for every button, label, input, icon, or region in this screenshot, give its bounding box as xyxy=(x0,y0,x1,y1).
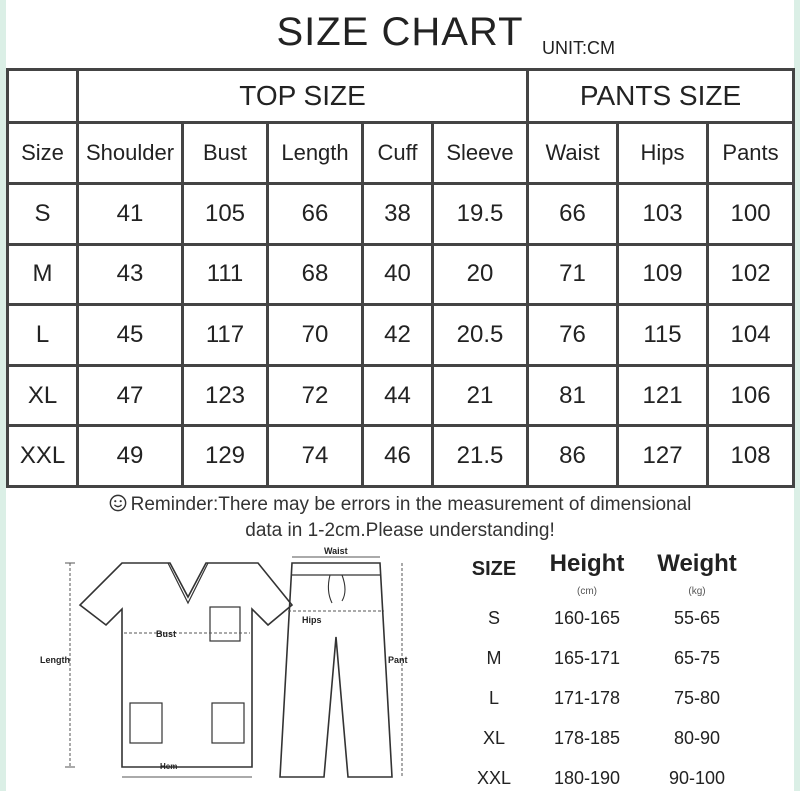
table-row xyxy=(460,680,760,720)
top-size-section: TOP SIZE xyxy=(78,70,528,123)
hem-label: Hem xyxy=(160,762,178,771)
ref-height: 180-190 xyxy=(553,768,621,788)
header-cell: Cuff xyxy=(363,123,433,184)
ref-weight: 80-90 xyxy=(673,728,721,748)
table-cell: XXL xyxy=(8,426,78,487)
table-cell: 86 xyxy=(528,426,618,487)
pants-drawstring xyxy=(328,575,345,603)
ref-header-size: SIZE xyxy=(471,558,517,580)
ref-weight: 55-65 xyxy=(673,608,721,628)
table-cell: 44 xyxy=(363,365,433,426)
table-cell: 102 xyxy=(708,244,794,305)
ref-height: 178-185 xyxy=(553,728,621,748)
table-row xyxy=(8,184,794,245)
shirt-outline xyxy=(80,563,292,767)
table-cell: 38 xyxy=(363,184,433,245)
reminder-text xyxy=(0,492,800,544)
table-cell: 104 xyxy=(708,305,794,366)
table-cell: 20 xyxy=(433,244,528,305)
table-cell: 70 xyxy=(268,305,363,366)
length-label: Length xyxy=(40,655,70,665)
table-row xyxy=(8,426,794,487)
ref-unit-row xyxy=(460,586,760,600)
hips-label: Hips xyxy=(302,615,322,625)
table-row xyxy=(460,640,760,680)
pants-outline xyxy=(280,563,392,777)
table-cell: 21 xyxy=(433,365,528,426)
table-cell: 115 xyxy=(618,305,708,366)
table-row xyxy=(460,720,760,760)
table-cell: 40 xyxy=(363,244,433,305)
header-cell: Shoulder xyxy=(78,123,183,184)
table-cell: 117 xyxy=(183,305,268,366)
header-cell: Bust xyxy=(183,123,268,184)
table-cell: 111 xyxy=(183,244,268,305)
smiley-icon xyxy=(109,494,127,512)
left-hem-pocket xyxy=(130,703,162,743)
table-cell: 21.5 xyxy=(433,426,528,487)
table-cell: 43 xyxy=(78,244,183,305)
table-cell: 123 xyxy=(183,365,268,426)
table-row xyxy=(8,305,794,366)
bust-label: Bust xyxy=(156,629,176,639)
table-row xyxy=(8,244,794,305)
table-cell: 100 xyxy=(708,184,794,245)
ref-size: M xyxy=(486,648,502,668)
height-unit: (cm) xyxy=(577,586,597,597)
garment-diagram xyxy=(30,545,430,785)
height-weight-table xyxy=(460,550,760,800)
table-row xyxy=(8,365,794,426)
table-cell: 41 xyxy=(78,184,183,245)
table-cell: 20.5 xyxy=(433,305,528,366)
table-cell: 68 xyxy=(268,244,363,305)
reminder-line-1: Reminder:There may be errors in the measurement of dimensional xyxy=(130,494,692,515)
table-header-row xyxy=(8,123,794,184)
table-cell: 46 xyxy=(363,426,433,487)
ref-header-height: Height xyxy=(549,550,625,577)
table-cell: 106 xyxy=(708,365,794,426)
table-cell: 19.5 xyxy=(433,184,528,245)
header-cell: Pants xyxy=(708,123,794,184)
pants-size-section: PANTS SIZE xyxy=(528,70,794,123)
table-cell: 72 xyxy=(268,365,363,426)
unit-label: UNIT:CM xyxy=(542,38,615,58)
table-cell: 103 xyxy=(618,184,708,245)
table-cell: 127 xyxy=(618,426,708,487)
header-cell: Hips xyxy=(618,123,708,184)
table-cell: XL xyxy=(8,365,78,426)
table-cell: 71 xyxy=(528,244,618,305)
table-cell: 76 xyxy=(528,305,618,366)
reminder-line-2: data in 1-2cm.Please understanding! xyxy=(245,520,555,541)
waist-label: Waist xyxy=(324,546,348,556)
table-cell: 121 xyxy=(618,365,708,426)
ref-weight: 75-80 xyxy=(673,688,721,708)
table-cell: M xyxy=(8,244,78,305)
table-cell: 105 xyxy=(183,184,268,245)
table-corner xyxy=(8,70,78,123)
table-cell: 45 xyxy=(78,305,183,366)
ref-height: 171-178 xyxy=(553,688,621,708)
chest-pocket xyxy=(210,607,240,641)
ref-size: XL xyxy=(482,728,506,748)
table-row xyxy=(460,600,760,640)
weight-unit: (kg) xyxy=(688,586,706,597)
table-cell: 49 xyxy=(78,426,183,487)
table-row xyxy=(460,760,760,800)
header-cell: Sleeve xyxy=(433,123,528,184)
ref-height: 160-165 xyxy=(553,608,621,628)
table-cell: 66 xyxy=(528,184,618,245)
table-cell: 81 xyxy=(528,365,618,426)
table-cell: L xyxy=(8,305,78,366)
ref-size: XXL xyxy=(476,768,512,788)
ref-header-row xyxy=(460,550,760,590)
page-title: SIZE CHART xyxy=(276,10,524,54)
table-cell: 108 xyxy=(708,426,794,487)
table-cell: 74 xyxy=(268,426,363,487)
table-cell: 47 xyxy=(78,365,183,426)
table-cell: 109 xyxy=(618,244,708,305)
table-cell: 129 xyxy=(183,426,268,487)
header-cell: Size xyxy=(8,123,78,184)
header-cell: Waist xyxy=(528,123,618,184)
ref-weight: 65-75 xyxy=(673,648,721,668)
right-hem-pocket xyxy=(212,703,244,743)
header-cell: Length xyxy=(268,123,363,184)
ref-header-weight: Weight xyxy=(657,550,737,577)
size-table xyxy=(6,68,795,488)
pant-label: Pant xyxy=(388,655,408,665)
table-cell: 42 xyxy=(363,305,433,366)
ref-weight: 90-100 xyxy=(668,768,726,788)
ref-size: S xyxy=(487,608,500,628)
ref-height: 165-171 xyxy=(553,648,621,668)
table-cell: 66 xyxy=(268,184,363,245)
table-cell: S xyxy=(8,184,78,245)
ref-size: L xyxy=(488,688,499,708)
